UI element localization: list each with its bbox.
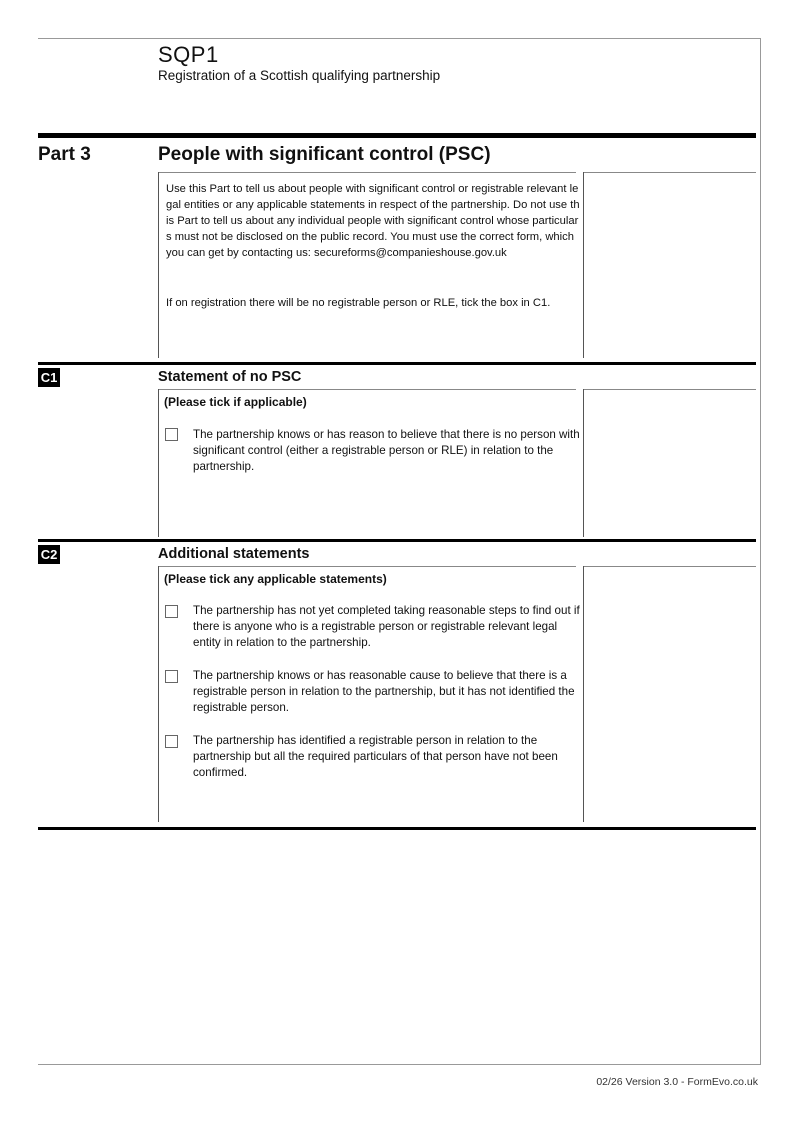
- c1-instruction: (Please tick if applicable): [164, 395, 307, 409]
- c1-checkbox-no-psc[interactable]: [165, 428, 178, 441]
- c1-box-top: [158, 389, 576, 390]
- c1-statement-no-psc: The partnership knows or has reason to believe that there is no person with significant control (either a registrable person or RLE) in relation to the partnership.: [193, 428, 580, 473]
- c2-badge: C2: [38, 545, 60, 564]
- c1-top-rule: [38, 362, 756, 365]
- part-bottom-rule: [38, 827, 756, 830]
- c2-statement-not-identified: The partnership knows or has reasonable cause to believe that there is a registrable person in relation to the partnership, but it has not identified the registrable person.: [193, 669, 575, 714]
- c2-box-top-right: [583, 566, 756, 567]
- part-top-rule: [38, 133, 756, 138]
- guidance-text-1: Use this Part to tell us about people with significant control or registrable relevant legal entities or any applicable statements in respect of the partnership. Do not use this Part to tell us about any individual people with significant control whose particulars must not be disclosed on the public record. You must use the correct form, which you can get by contacting us: secureforms@companieshouse.gov.uk: [166, 183, 580, 259]
- c2-checkbox-particulars-not-confirmed[interactable]: [165, 735, 178, 748]
- c2-box-divider: [583, 566, 584, 822]
- c2-statement-particulars-not-confirmed: The partnership has identified a registrable person in relation to the partnership but all the required particulars of that person have not been confirmed.: [193, 734, 558, 779]
- c2-checkbox-not-identified[interactable]: [165, 670, 178, 683]
- footer-version: 02/26 Version 3.0 - FormEvo.co.uk: [596, 1076, 758, 1088]
- c1-box-left: [158, 389, 159, 537]
- c2-checkbox-steps-not-completed[interactable]: [165, 605, 178, 618]
- part-label: Part 3: [38, 144, 91, 165]
- c1-badge: C1: [38, 368, 60, 387]
- c1-title: Statement of no PSC: [158, 369, 302, 385]
- page-bottom-border: [38, 1064, 761, 1065]
- guidance-box-divider: [583, 172, 584, 358]
- part-title: People with significant control (PSC): [158, 144, 491, 165]
- c2-top-rule: [38, 539, 756, 542]
- page-right-border: [760, 38, 761, 1065]
- c2-instruction: (Please tick any applicable statements): [164, 572, 387, 586]
- c1-box-divider: [583, 389, 584, 537]
- form-code: SQP1: [158, 42, 219, 67]
- guidance-box-top-right: [583, 172, 756, 173]
- c2-statement-steps-not-completed: The partnership has not yet completed taking reasonable steps to find out if there is anyone who is a registrable person or registrable relevant legal entity in relation to the partnership.: [193, 604, 580, 649]
- guidance-text-2: If on registration there will be no registrable person or RLE, tick the box in C1.: [166, 297, 551, 309]
- c2-title: Additional statements: [158, 546, 310, 562]
- page-top-border: [38, 38, 761, 39]
- c2-box-top: [158, 566, 576, 567]
- c1-box-top-right: [583, 389, 756, 390]
- form-subtitle: Registration of a Scottish qualifying partnership: [158, 68, 441, 83]
- guidance-box-left: [158, 172, 159, 358]
- c2-box-left: [158, 566, 159, 822]
- guidance-box-top: [158, 172, 576, 173]
